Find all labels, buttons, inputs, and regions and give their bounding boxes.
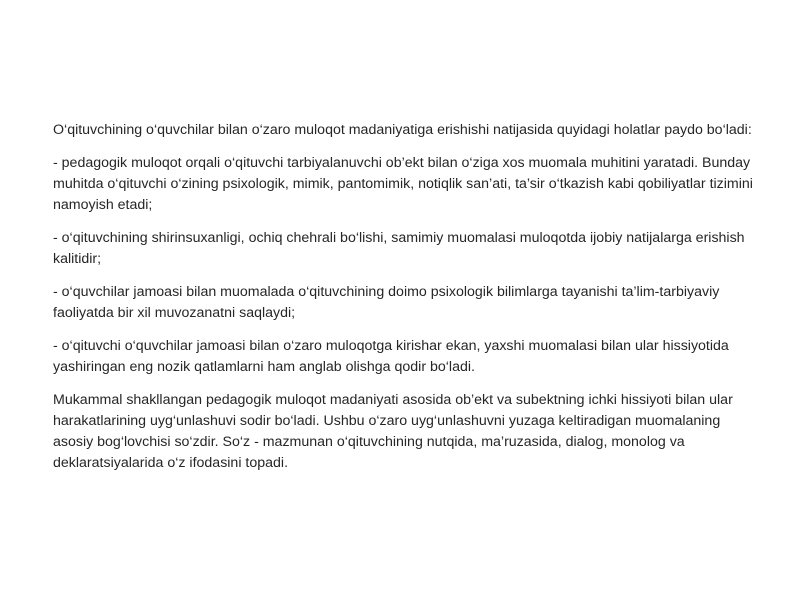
list-item: - o‘qituvchining shirinsuxanligi, ochiq chehrali bo‘lishi, samimiy muomalasi muloqotda ijobiy natijalarga erishish kalitidir; — [53, 230, 745, 267]
conclusion-paragraph: Mukammal shakllangan pedagogik muloqot madaniyati asosida ob’ekt va subektning ichki hissiyoti bilan ular harakatlarining uyg‘unlashuvi sodir bo‘ladi. Ushbu o‘zaro uyg‘unlashuvni yuzaga keltiradigan muomalaning asosiy bog‘lovchisi so‘zdir. So‘z - mazmunan o‘qituvchining nutqida, ma’ruzasida, dialog, monolog va deklaratsiyalarida o‘z ifodasini topadi. — [53, 392, 733, 471]
document-body — [53, 120, 753, 486]
intro-paragraph: O‘qituvchining o‘quvchilar bilan o‘zaro muloqot madaniyatiga erishishi natijasida quyidagi holatlar paydo bo‘ladi: — [53, 122, 752, 138]
list-item: - pedagogik muloqot orqali o‘qituvchi tarbiyalanuvchi ob’ekt bilan o‘ziga xos muomala muhitini yaratadi. Bunday muhitda o‘qituvchi o‘zining psixologik, mimik, pantomimik, notiqlik san’ati, ta’sir o‘tkazish kabi qobiliyatlar tizimini namoyish etadi; — [53, 155, 753, 213]
list-item: - o‘qituvchi o‘quvchilar jamoasi bilan o‘zaro muloqotga kirishar ekan, yaxshi muomalasi bilan ular hissiyotida yashiringan eng nozik qatlamlarni ham anglab olishga qodir bo‘ladi. — [53, 338, 729, 375]
list-item: - o‘quvchilar jamoasi bilan muomalada o‘qituvchining doimo psixologik bilimlarga tayanishi ta’lim-tarbiyaviy faoliyatda bir xil muvozanatni saqlaydi; — [53, 284, 720, 321]
